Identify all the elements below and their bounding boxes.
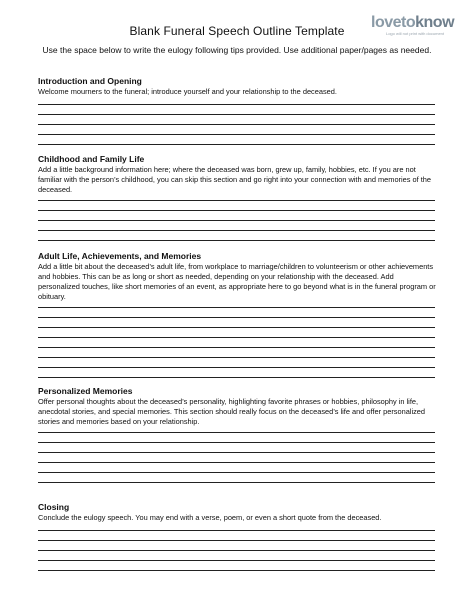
instructions-text: Use the space below to write the eulogy following tips provided. Use additional paper/pages as needed. — [42, 45, 432, 55]
writing-line[interactable] — [38, 482, 435, 483]
writing-line[interactable] — [38, 124, 435, 125]
writing-line[interactable] — [38, 144, 435, 145]
writing-line[interactable] — [38, 462, 435, 463]
section-title: Adult Life, Achievements, and Memories — [38, 251, 202, 261]
section-instructions: Add a little background information here; where the deceased was born, grew up, family, hobbies, etc. If you are not familiar with the person’s childhood, you can skip this section and go right into your connection with and memories of the deceased. — [38, 165, 432, 194]
writing-line[interactable] — [38, 327, 435, 328]
writing-line[interactable] — [38, 377, 435, 378]
section-instructions: Offer personal thoughts about the deceased’s personality, highlighting favorite phrases or hobbies, philosophy in life, anecdotal stories, and special memories. This section should really focus on the deceased’s life and offer personalized stories and memories based on your relationship. — [38, 397, 426, 426]
lovetoknow-logo — [371, 14, 455, 42]
logo-text-light: loveto — [371, 14, 416, 31]
writing-line[interactable] — [38, 134, 435, 135]
section-title: Childhood and Family Life — [38, 154, 145, 164]
section-introduction — [38, 76, 436, 97]
section-instructions: Add a little bit about the deceased’s adult life, from workplace to marriage/children to volunteerism or other achievements and hobbies. This can be as long or short as needed, depending on your relationship with the deceased. Add personalized touches, like short memories of an event, as appropriate here to go beyond what is in the funeral program or obituary. — [38, 262, 436, 301]
writing-line[interactable] — [38, 337, 435, 338]
writing-line[interactable] — [38, 200, 435, 201]
section-closing — [38, 502, 436, 523]
logo-tagline: Logo will not print with document — [385, 31, 444, 36]
writing-line[interactable] — [38, 472, 435, 473]
writing-line[interactable] — [38, 570, 435, 571]
writing-line[interactable] — [38, 104, 435, 105]
writing-line[interactable] — [38, 114, 435, 115]
writing-line[interactable] — [38, 240, 435, 241]
writing-line[interactable] — [38, 347, 435, 348]
writing-line[interactable] — [38, 560, 435, 561]
section-instructions: Welcome mourners to the funeral; introduce yourself and your relationship to the deceased. — [38, 87, 337, 96]
section-title: Closing — [38, 502, 70, 512]
writing-line[interactable] — [38, 317, 435, 318]
writing-line[interactable] — [38, 540, 435, 541]
section-title: Personalized Memories — [38, 386, 133, 396]
writing-line[interactable] — [38, 357, 435, 358]
document-title: Blank Funeral Speech Outline Template — [129, 24, 345, 38]
writing-line[interactable] — [38, 550, 435, 551]
writing-line[interactable] — [38, 452, 435, 453]
section-adult-life — [38, 251, 436, 302]
logo-text-dark: know — [415, 14, 455, 31]
writing-line[interactable] — [38, 220, 435, 221]
writing-line[interactable] — [38, 442, 435, 443]
logo-wordmark — [371, 14, 455, 31]
writing-line[interactable] — [38, 367, 435, 368]
writing-line[interactable] — [38, 230, 435, 231]
section-childhood — [38, 154, 436, 195]
section-personalized-memories — [38, 386, 436, 427]
writing-line[interactable] — [38, 307, 435, 308]
section-title: Introduction and Opening — [38, 76, 142, 86]
writing-line[interactable] — [38, 210, 435, 211]
section-instructions: Conclude the eulogy speech. You may end with a verse, poem, or even a short quote from the deceased. — [38, 513, 382, 522]
writing-line[interactable] — [38, 530, 435, 531]
writing-line[interactable] — [38, 432, 435, 433]
